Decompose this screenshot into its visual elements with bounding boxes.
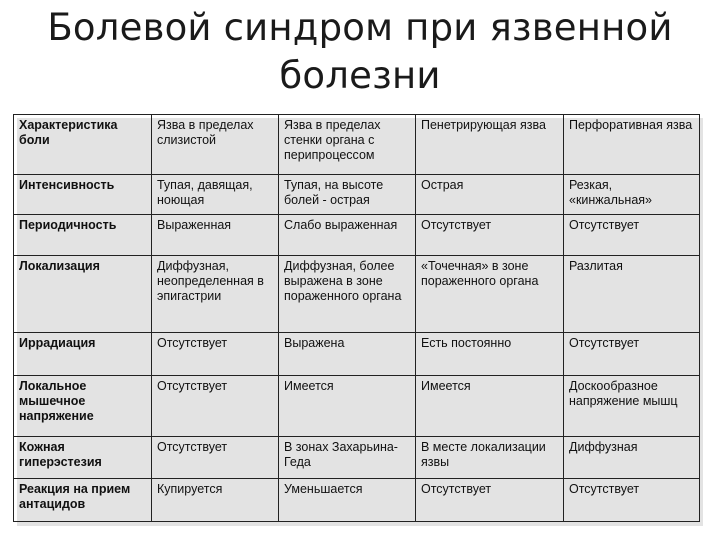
table-cell: «Точечная» в зоне пораженного органа: [416, 256, 564, 333]
table-cell: Отсутствует: [564, 479, 700, 522]
header-cell: Пенетрирующая язва: [416, 115, 564, 175]
table-row: [14, 333, 700, 376]
table-row: [14, 479, 700, 522]
table-cell: Острая: [416, 174, 564, 215]
table-row: [14, 436, 700, 479]
table-cell: Имеется: [416, 375, 564, 436]
table-row: [14, 215, 700, 256]
table-cell: Отсутствует: [416, 215, 564, 256]
table-cell: Выраженная: [152, 215, 279, 256]
table-cell: Тупая, на высоте болей - острая: [279, 174, 416, 215]
table-cell: Диффузная, неопределенная в эпигастрии: [152, 256, 279, 333]
table-row: [14, 256, 700, 333]
title-line-2: болезни: [279, 54, 441, 97]
table-cell: Уменьшается: [279, 479, 416, 522]
header-cell: Язва в пределах слизистой: [152, 115, 279, 175]
row-label: Кожная гиперэстезия: [14, 436, 152, 479]
table-cell: Слабо выраженная: [279, 215, 416, 256]
table-cell: Доскообразное напряжение мышц: [564, 375, 700, 436]
table-cell: Выражена: [279, 333, 416, 376]
table-cell: Купируется: [152, 479, 279, 522]
table-cell: Отсутствует: [564, 215, 700, 256]
row-label: Интенсивность: [14, 174, 152, 215]
table-cell: Отсутствует: [152, 436, 279, 479]
row-label: Локализация: [14, 256, 152, 333]
page-title: [0, 4, 720, 100]
title-line-1: Болевой синдром при язвенной: [47, 6, 673, 49]
header-cell: Характеристика боли: [14, 115, 152, 175]
table-cell: Отсутствует: [416, 479, 564, 522]
table-header-row: [14, 115, 700, 175]
table-cell: Отсутствует: [152, 333, 279, 376]
table-cell: Резкая, «кинжальная»: [564, 174, 700, 215]
table-cell: Есть постоянно: [416, 333, 564, 376]
row-label: Реакция на прием антацидов: [14, 479, 152, 522]
table-cell: Отсутствует: [564, 333, 700, 376]
pain-syndrome-table: [13, 114, 700, 522]
table-cell: Тупая, давящая, ноющая: [152, 174, 279, 215]
table-row: [14, 174, 700, 215]
table-cell: Имеется: [279, 375, 416, 436]
header-cell: Перфоративная язва: [564, 115, 700, 175]
row-label: Периодичность: [14, 215, 152, 256]
table-cell: В зонах Захарьина-Геда: [279, 436, 416, 479]
table-cell: Разлитая: [564, 256, 700, 333]
table-cell: Диффузная: [564, 436, 700, 479]
row-label: Локальное мышечное напряжение: [14, 375, 152, 436]
header-cell: Язва в пределах стенки органа с перипроцессом: [279, 115, 416, 175]
table-row: [14, 375, 700, 436]
row-label: Иррадиация: [14, 333, 152, 376]
table-cell: Отсутствует: [152, 375, 279, 436]
table-cell: Диффузная, более выражена в зоне пораженного органа: [279, 256, 416, 333]
table-cell: В месте локализации язвы: [416, 436, 564, 479]
